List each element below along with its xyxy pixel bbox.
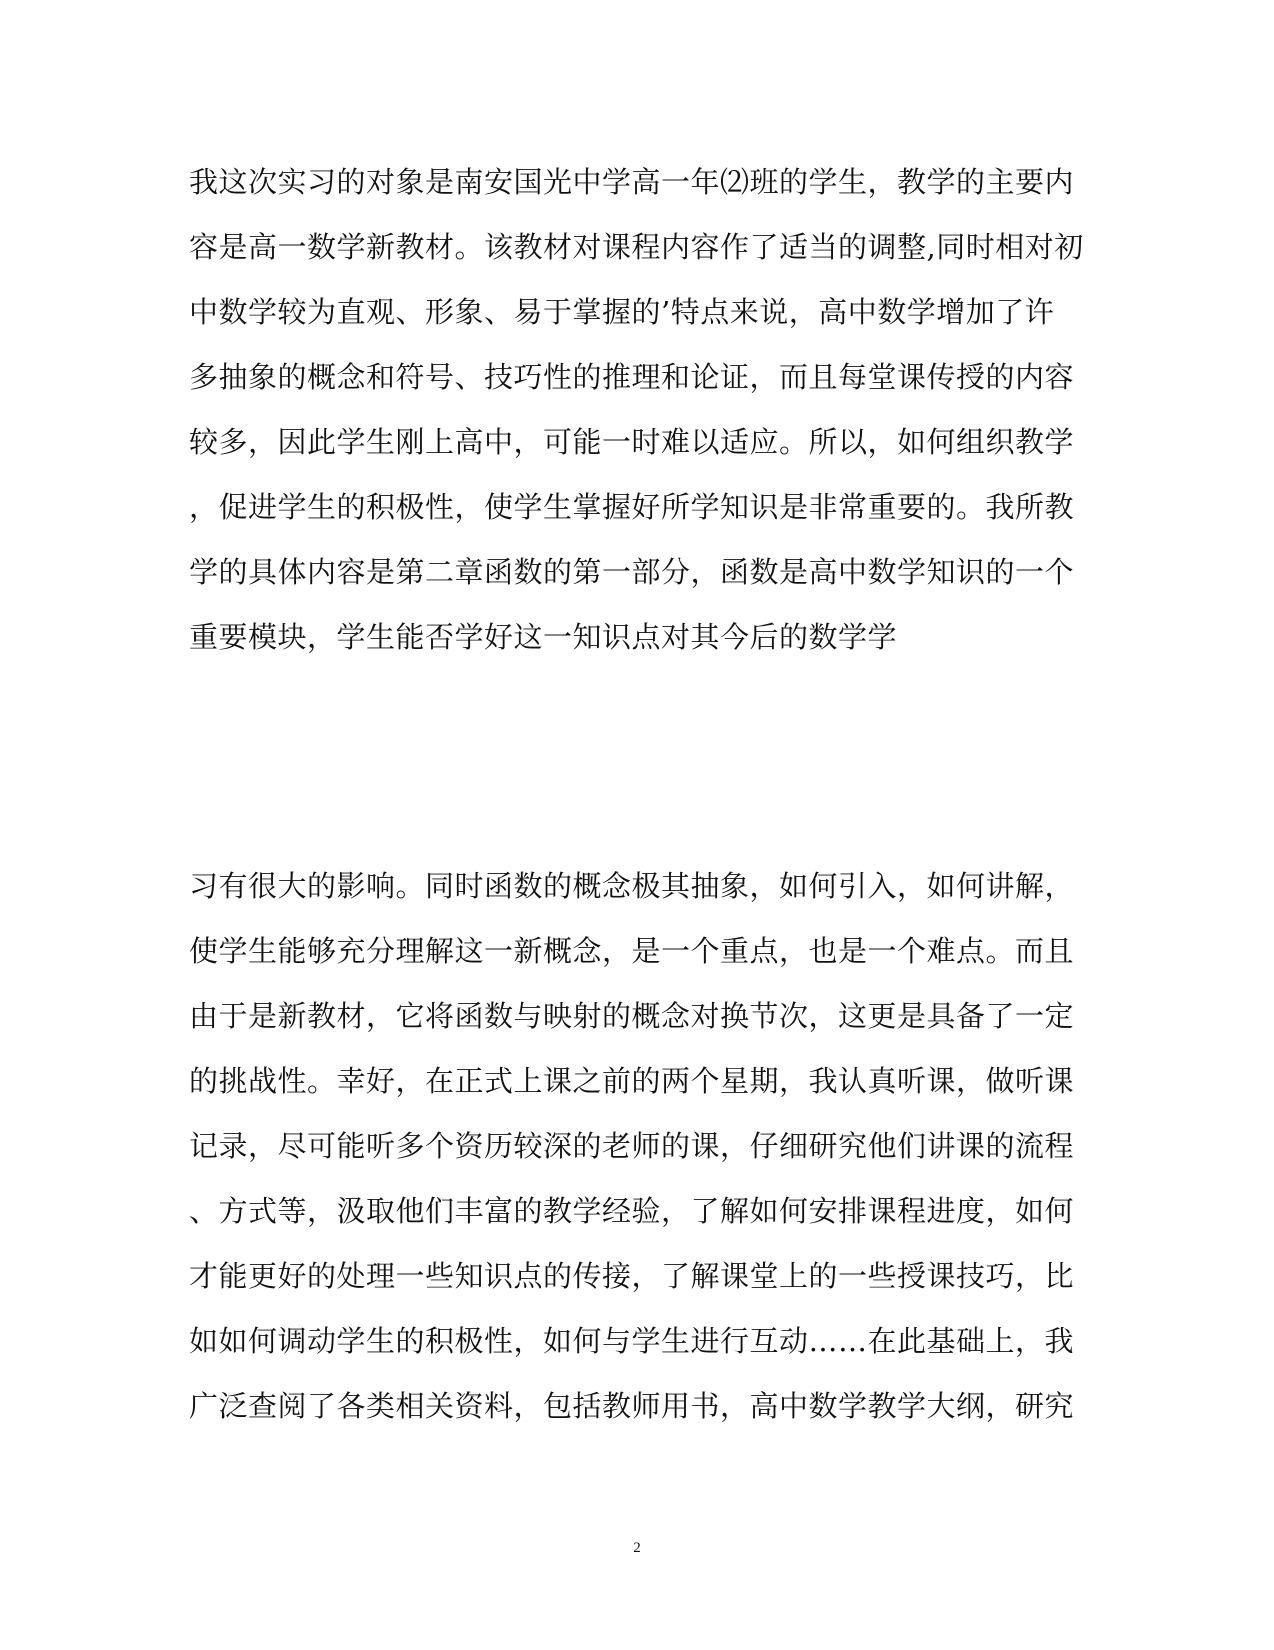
paragraph-2 bbox=[189, 864, 1089, 1449]
text-line: 使学生能够充分理解这一新概念，是一个重点，也是一个难点。而且 bbox=[189, 934, 1075, 968]
paragraph-1 bbox=[189, 160, 1089, 680]
text-line: 广泛查阅了各类相关资料，包括教师用书，高中数学教学大纲，研究 bbox=[189, 1389, 1075, 1423]
text-line: 容是高一数学新教材。该教材对课程内容作了适当的调整,同时相对初 bbox=[189, 230, 1084, 264]
text-line: 才能更好的处理一些知识点的传接，了解课堂上的一些授课技巧，比 bbox=[189, 1259, 1075, 1293]
text-line: 学的具体内容是第二章函数的第一部分，函数是高中数学知识的一个 bbox=[189, 555, 1075, 589]
text-line: 多抽象的概念和符号、技巧性的推理和论证，而且每堂课传授的内容 bbox=[189, 360, 1075, 394]
text-line: ，促进学生的积极性，使学生掌握好所学知识是非常重要的。我所教 bbox=[189, 490, 1075, 524]
page-number: 2 bbox=[633, 1540, 641, 1556]
text-line: 习有很大的影响。同时函数的概念极其抽象，如何引入，如何讲解， bbox=[189, 869, 1075, 903]
text-line: 如如何调动学生的积极性，如何与学生进行互动……在此基础上，我 bbox=[189, 1324, 1075, 1358]
text-line: 的挑战性。幸好，在正式上课之前的两个星期，我认真听课，做听课 bbox=[189, 1064, 1075, 1098]
text-line: 重要模块，学生能否学好这一知识点对其今后的数学学 bbox=[189, 620, 898, 654]
text-line: 中数学较为直观、形象、易于掌握的’特点来说，高中数学增加了许 bbox=[189, 295, 1055, 329]
text-line: 较多，因此学生刚上高中，可能一时难以适应。所以，如何组织教学 bbox=[189, 425, 1075, 459]
text-line: 记录，尽可能听多个资历较深的老师的课，仔细研究他们讲课的流程 bbox=[189, 1129, 1075, 1163]
text-line: 由于是新教材，它将函数与映射的概念对换节次，这更是具备了一定 bbox=[189, 999, 1075, 1033]
text-line: 、方式等，汲取他们丰富的教学经验，了解如何安排课程进度，如何 bbox=[189, 1194, 1075, 1228]
text-line: 我这次实习的对象是南安国光中学高一年⑵班的学生，教学的主要内 bbox=[189, 165, 1075, 199]
